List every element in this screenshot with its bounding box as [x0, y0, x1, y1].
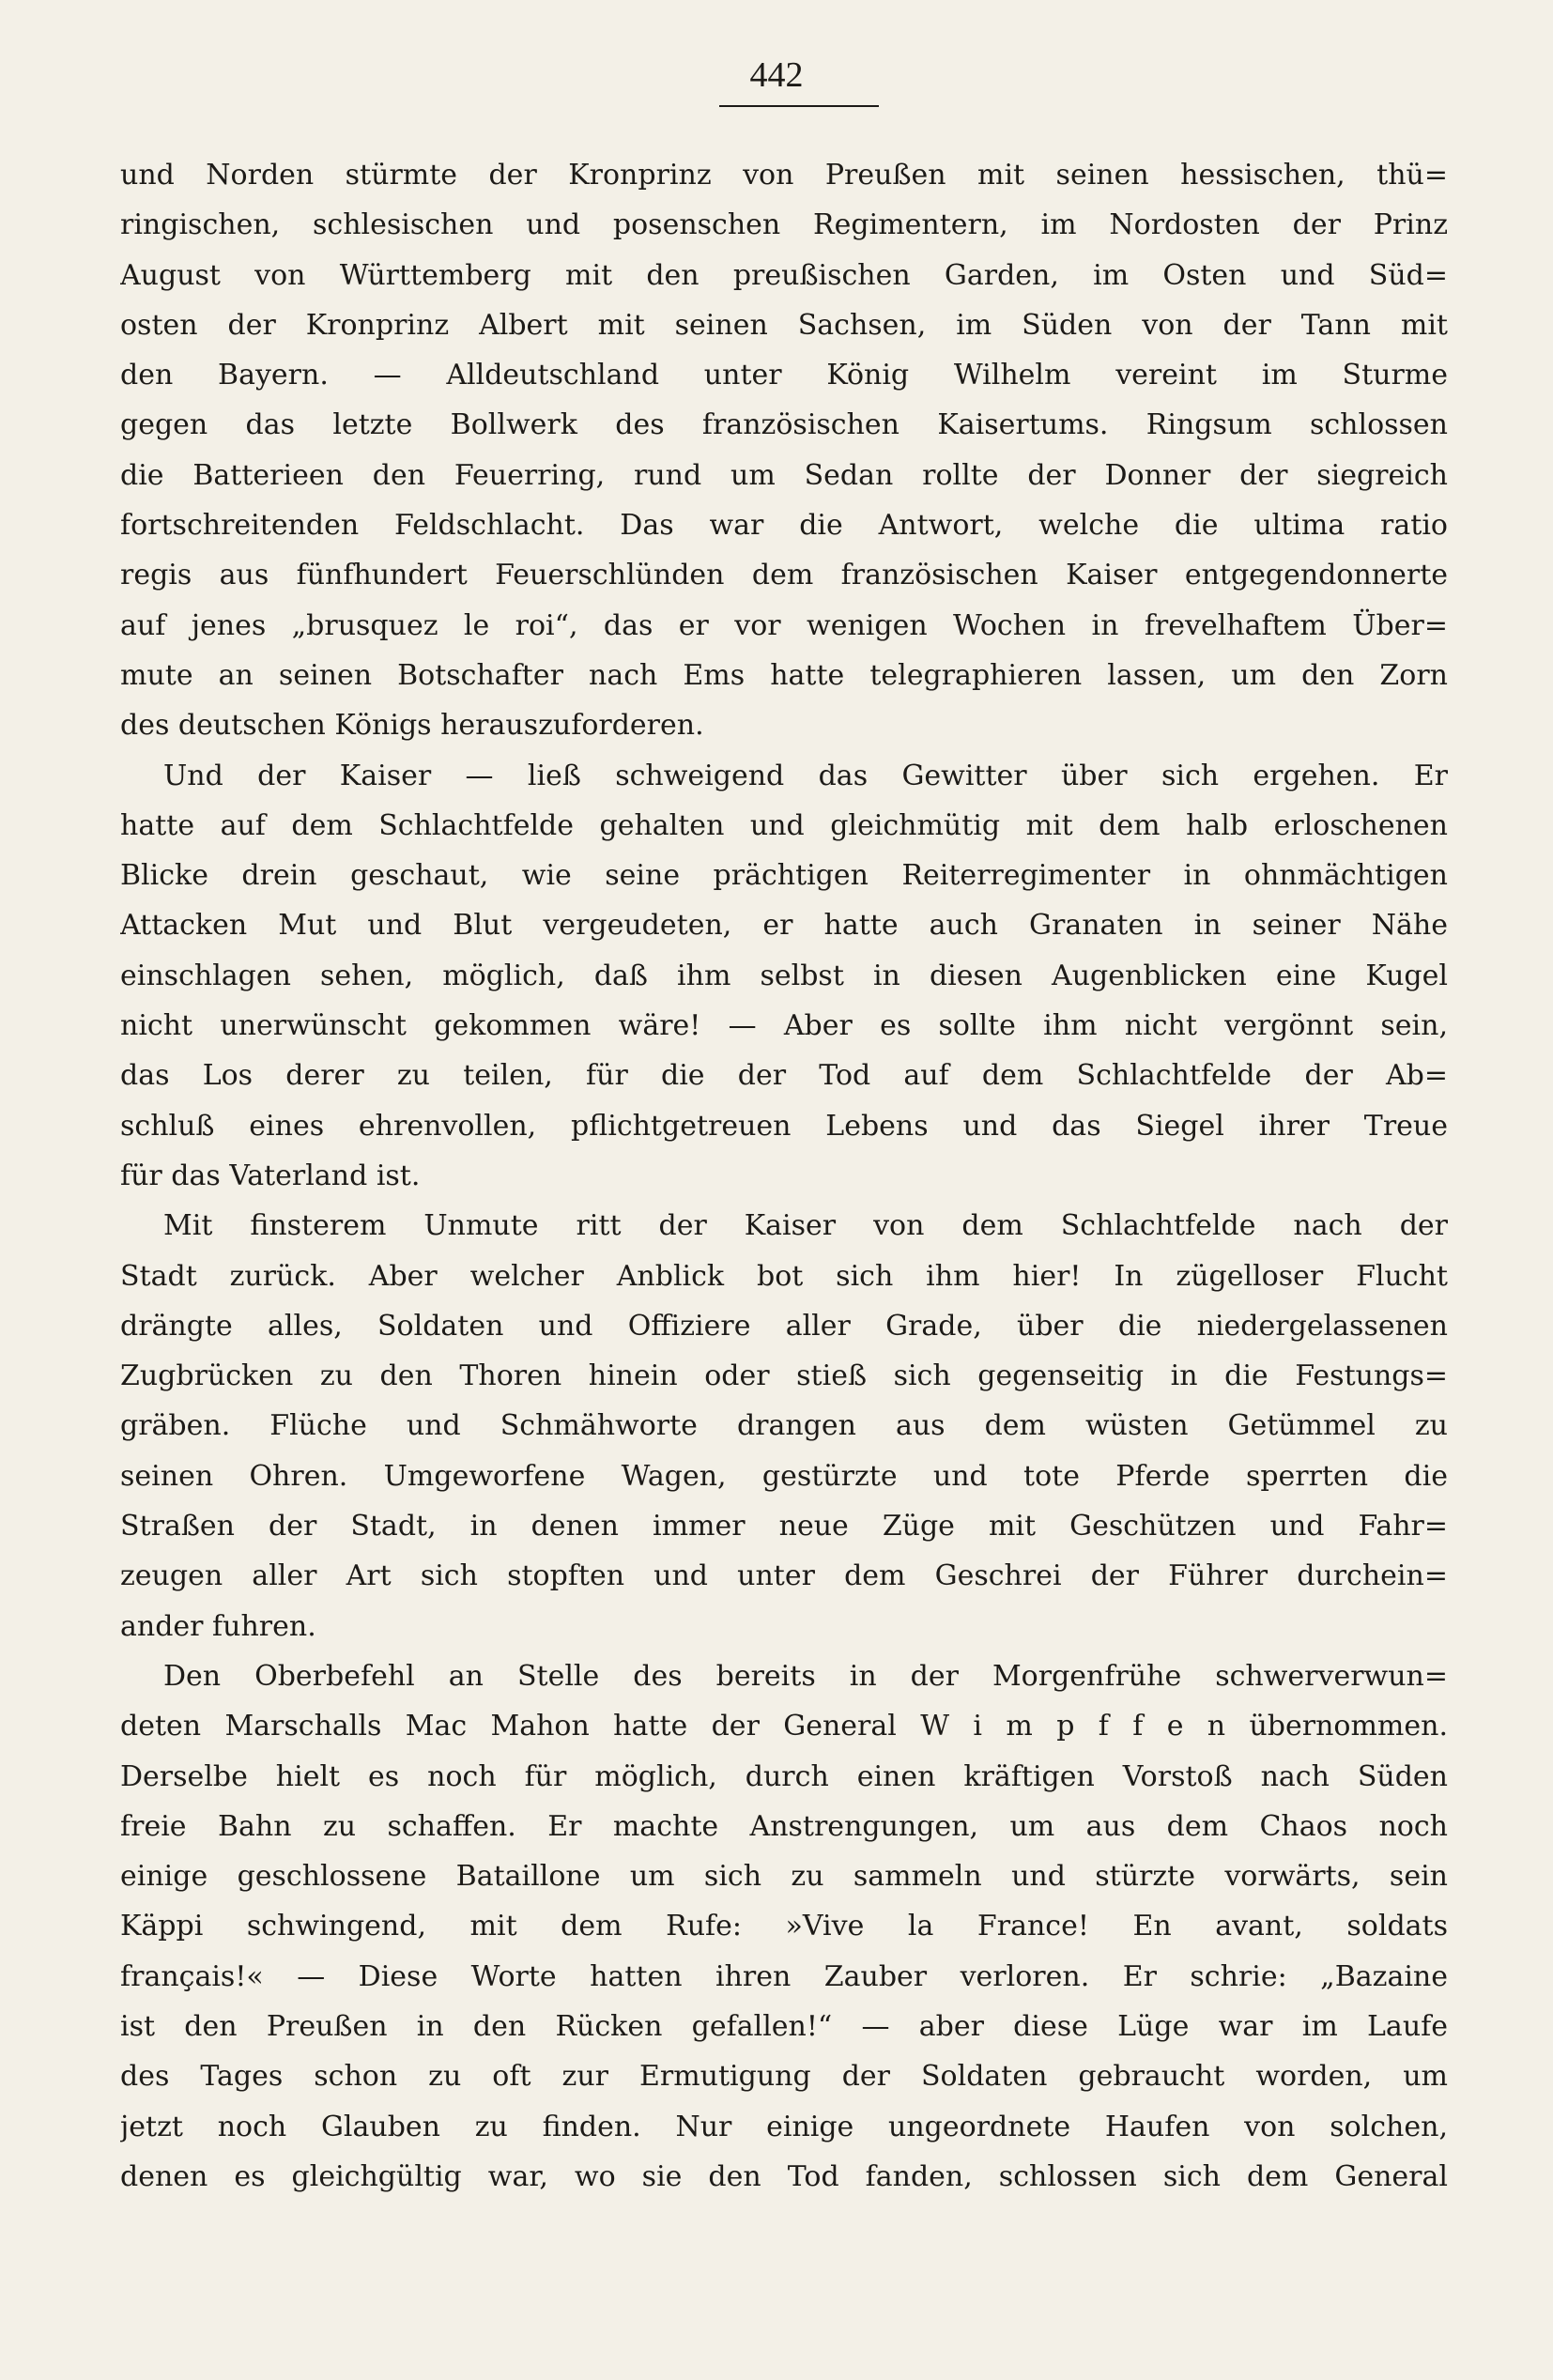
- text-line: gegen das letzte Bollwerk des französischen Kaisertums. Ringsum schlossen: [120, 408, 1448, 442]
- text-line: français!« — Diese Worte hatten ihren Zauber verloren. Er schrie: „Bazaine: [120, 1959, 1448, 1993]
- text-line: und Norden stürmte der Kronprinz von Preußen mit seinen hessischen, thü=: [120, 159, 1448, 192]
- text-line: seinen Ohren. Umgeworfene Wagen, gestürzte und tote Pferde sperrten die: [120, 1459, 1448, 1493]
- text-line: zeugen aller Art sich stopften und unter dem Geschrei der Führer durchein=: [120, 1559, 1448, 1593]
- text-line: Derselbe hielt es noch für möglich, durch einen kräftigen Vorstoß nach Süden: [120, 1759, 1448, 1793]
- text-line: gräben. Flüche und Schmähworte drangen aus dem wüsten Getümmel zu: [120, 1409, 1448, 1443]
- text-line: ist den Preußen in den Rücken gefallen!“ — aber diese Lüge war im Laufe: [120, 2009, 1448, 2043]
- text-line: auf jenes „brusquez le roi“, das er vor wenigen Wochen in frevelhaftem Über=: [120, 608, 1448, 642]
- text-line: fortschreitenden Feldschlacht. Das war die Antwort, welche die ultima ratio: [120, 509, 1448, 543]
- text-line: einige geschlossene Bataillone um sich zu sammeln und stürzte vorwärts, sein: [120, 1860, 1448, 1894]
- text-line: regis aus fünfhundert Feuerschlünden dem französischen Kaiser entgegendonnerte: [120, 559, 1448, 592]
- text-line: deten Marschalls Mac Mahon hatte der General W i m p f f e n übernommen.: [120, 1710, 1448, 1743]
- header-rule: [719, 105, 879, 107]
- text-line: ringischen, schlesischen und posenschen Regimentern, im Nordosten der Prinz: [120, 208, 1448, 242]
- text-line: drängte alles, Soldaten und Offiziere aller Grade, über die niedergelassenen: [120, 1309, 1448, 1343]
- text-line: Attacken Mut und Blut vergeudeten, er hatte auch Granaten in seiner Nähe: [120, 909, 1448, 943]
- text-line: Den Oberbefehl an Stelle des bereits in der Morgenfrühe schwerverwun=: [163, 1659, 1448, 1693]
- text-line: die Batterieen den Feuerring, rund um Sedan rollte der Donner der siegreich: [120, 458, 1448, 492]
- text-line: mute an seinen Botschafter nach Ems hatte telegraphieren lassen, um den Zorn: [120, 658, 1448, 692]
- text-line: das Los derer zu teilen, für die der Tod auf dem Schlachtfelde der Ab=: [120, 1059, 1448, 1093]
- text-line: des Tages schon zu oft zur Ermutigung der Soldaten gebraucht worden, um: [120, 2060, 1448, 2094]
- text-line: jetzt noch Glauben zu finden. Nur einige ungeordnete Haufen von solchen,: [120, 2110, 1448, 2143]
- text-line: Stadt zurück. Aber welcher Anblick bot sich ihm hier! In zügelloser Flucht: [120, 1259, 1448, 1293]
- text-line: freie Bahn zu schaffen. Er machte Anstrengungen, um aus dem Chaos noch: [120, 1809, 1448, 1843]
- body-text: [120, 150, 1448, 2202]
- text-line: nicht unerwünscht gekommen wäre! — Aber es sollte ihm nicht vergönnt sein,: [120, 1009, 1448, 1043]
- text-line: schluß eines ehrenvollen, pflichtgetreuen Lebens und das Siegel ihrer Treue: [120, 1109, 1448, 1143]
- text-line: Zugbrücken zu den Thoren hinein oder stieß sich gegenseitig in die Festungs=: [120, 1359, 1448, 1393]
- text-line: des deutschen Königs herauszuforderen.: [120, 709, 704, 743]
- text-line: Straßen der Stadt, in denen immer neue Züge mit Geschützen und Fahr=: [120, 1510, 1448, 1543]
- text-line: Käppi schwingend, mit dem Rufe: »Vive la France! En avant, soldats: [120, 1910, 1448, 1943]
- text-line: August von Württemberg mit den preußischen Garden, im Osten und Süd=: [120, 258, 1448, 292]
- text-line: einschlagen sehen, möglich, daß ihm selbst in diesen Augenblicken eine Kugel: [120, 959, 1448, 992]
- text-line: Blicke drein geschaut, wie seine prächtigen Reiterregimenter in ohnmächtigen: [120, 859, 1448, 893]
- text-line: hatte auf dem Schlachtfelde gehalten und gleichmütig mit dem halb erloschenen: [120, 808, 1448, 842]
- text-line: den Bayern. — Alldeutschland unter König Wilhelm vereint im Sturme: [120, 359, 1448, 392]
- text-line: ander fuhren.: [120, 1609, 316, 1643]
- text-line: Und der Kaiser — ließ schweigend das Gewitter über sich ergehen. Er: [163, 759, 1448, 792]
- page-number: 442: [749, 55, 804, 95]
- text-line: Mit finsterem Unmute ritt der Kaiser von dem Schlachtfelde nach der: [163, 1209, 1448, 1243]
- text-line: für das Vaterland ist.: [120, 1159, 421, 1192]
- text-line: osten der Kronprinz Albert mit seinen Sachsen, im Süden von der Tann mit: [120, 308, 1448, 342]
- text-line: denen es gleichgültig war, wo sie den Tod fanden, schlossen sich dem General: [120, 2159, 1448, 2193]
